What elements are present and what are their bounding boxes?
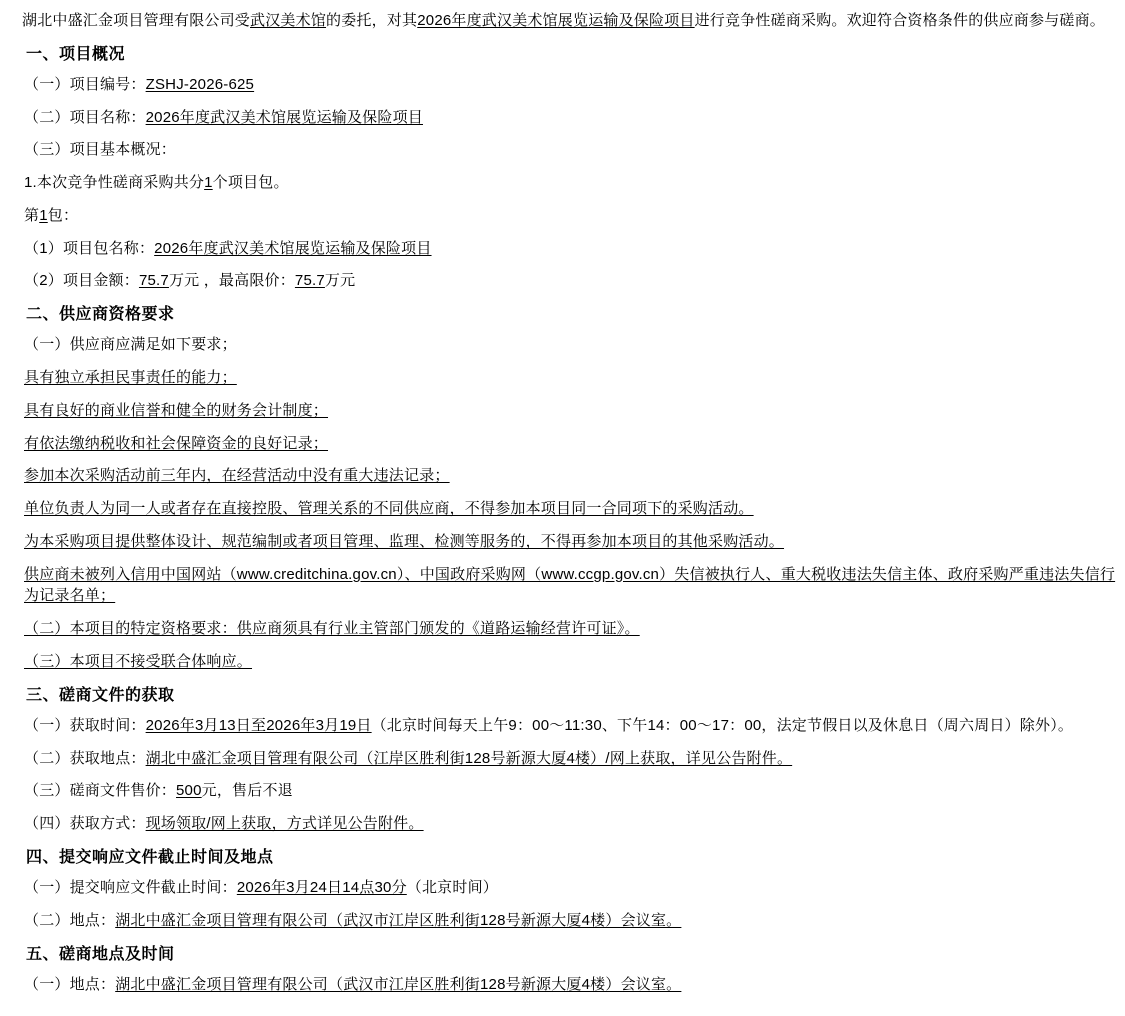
suffix-deadline-time: （北京时间） [406, 879, 498, 896]
requirement-item-credit: 供应商未被列入信用中国网站（www.creditchina.gov.cn）、中国政府采购网（www.ccgp.gov.cn）失信被执行人、重大税收违法失信主体、政府采购严重违法失信行为记录名单； [24, 565, 1116, 605]
item-acquire-place [24, 748, 1117, 770]
value-package-count: 1 [204, 174, 213, 192]
requirement-item: 有依法缴纳税收和社会保障资金的良好记录； [24, 434, 329, 452]
item-package-name [24, 238, 1117, 260]
requirement-item: 参加本次采购活动前三年内，在经营活动中没有重大违法记录； [24, 467, 450, 485]
suffix-package-amount: 万元 [324, 272, 356, 290]
label-acquire-time: （一）获取时间： [24, 716, 146, 734]
label-project-overview: （三）项目基本概况： [24, 141, 177, 159]
value-acquire-method: 现场领取/网上获取，方式详见公告附件。 [145, 815, 424, 833]
requirement-item: 具有良好的商业信誉和健全的财务会计制度； [24, 401, 329, 419]
item-deadline-place [24, 910, 1117, 932]
item-deadline-time [24, 877, 1117, 899]
intro-project: 2026年度武汉美术馆展览运输及保险项目 [417, 12, 695, 29]
intro-mid: 的委托，对其 [326, 12, 418, 29]
label-negotiation-place: （一）地点： [24, 975, 116, 993]
label-package-amount: （2）项目金额： [24, 272, 139, 290]
requirement-item-specific-qualification: （二）本项目的特定资格要求：供应商须具有行业主管部门颁发的《道路运输经营许可证》。 [24, 620, 640, 638]
value-acquire-time: 2026年3月13日至2026年3月19日 [145, 716, 372, 734]
value-project-number: ZSHJ-2026-625 [145, 75, 255, 93]
label-project-number: （一）项目编号： [24, 75, 146, 93]
label-acquire-place: （二）获取地点： [24, 749, 146, 767]
section-title-5: 五、磋商地点及时间 [26, 945, 175, 963]
item-project-name [24, 107, 1117, 129]
value-package-amount: 75.7 [138, 272, 169, 290]
suffix-document-price: 元，售后不退 [201, 782, 293, 800]
value-document-price: 500 [176, 782, 202, 800]
label-package-header: 第 [24, 206, 40, 224]
section-title-1: 一、项目概况 [26, 45, 126, 63]
suffix-package-count: 个项目包。 [212, 174, 289, 192]
label-package-name: （1）项目包名称： [24, 239, 155, 257]
intro-post: 进行竞争性磋商采购。欢迎符合资格条件的供应商参与磋商。 [694, 12, 1106, 29]
section-title-3: 三、磋商文件的获取 [26, 686, 175, 704]
suffix-package-header: 包： [47, 206, 79, 224]
intro-pre: 湖北中盛汇金项目管理有限公司受 [22, 12, 251, 29]
label-deadline-time: （一）提交响应文件截止时间： [24, 879, 237, 896]
suffix-acquire-time: （北京时间每天上午9：00～11:30、下午14：00～17：00，法定节假日以及休息日（周六周日）除外）。 [371, 716, 1074, 734]
intro-paragraph [22, 10, 1117, 32]
label-package-count: 1.本次竞争性磋商采购共分 [24, 174, 205, 192]
value-project-name: 2026年度武汉美术馆展览运输及保险项目 [145, 108, 423, 126]
requirement-item: 为本采购项目提供整体设计、规范编制或者项目管理、监理、检测等服务的，不得再参加本项目的其他采购活动。 [24, 532, 785, 550]
section-title-4: 四、提交响应文件截止时间及地点 [26, 848, 274, 866]
label-document-price: （三）磋商文件售价： [24, 782, 177, 800]
item-negotiation-place [24, 974, 1117, 996]
label-deadline-place: （二）地点： [24, 911, 116, 929]
value-acquire-place: 湖北中盛汇金项目管理有限公司（江岸区胜利街128号新源大厦4楼）/网上获取，详见公告附件。 [145, 749, 793, 767]
supplier-requirements-lead: （一）供应商应满足如下要求； [24, 336, 237, 354]
item-acquire-time [24, 715, 1117, 737]
section-title-2: 二、供应商资格要求 [26, 306, 175, 324]
value-deadline-time: 2026年3月24日14点30分 [236, 879, 407, 896]
item-acquire-method [24, 813, 1117, 835]
item-package-header [24, 205, 1117, 227]
requirement-item-no-consortium: （三）本项目不接受联合体响应。 [24, 652, 253, 670]
item-document-price [24, 780, 1117, 802]
item-project-number [24, 74, 1117, 96]
value-package-number: 1 [39, 206, 48, 224]
value-package-name: 2026年度武汉美术馆展览运输及保险项目 [154, 239, 432, 257]
requirement-item: 具有独立承担民事责任的能力； [24, 369, 237, 387]
item-project-overview [24, 139, 1117, 161]
label-project-name: （二）项目名称： [24, 108, 146, 126]
item-package-amount [24, 270, 1117, 292]
value-deadline-place: 湖北中盛汇金项目管理有限公司（武汉市江岸区胜利街128号新源大厦4楼）会议室。 [115, 911, 682, 929]
value-negotiation-place: 湖北中盛汇金项目管理有限公司（武汉市江岸区胜利街128号新源大厦4楼）会议室。 [115, 975, 682, 993]
item-package-count [24, 172, 1117, 194]
label-acquire-method: （四）获取方式： [24, 815, 146, 833]
value-package-max-price: 75.7 [294, 272, 325, 290]
intro-client: 武汉美术馆 [250, 12, 327, 29]
mid-package-amount: 万元 ，最高限价： [168, 272, 295, 290]
requirement-item: 单位负责人为同一人或者存在直接控股、管理关系的不同供应商，不得参加本项目同一合同项下的采购活动。 [24, 500, 754, 518]
